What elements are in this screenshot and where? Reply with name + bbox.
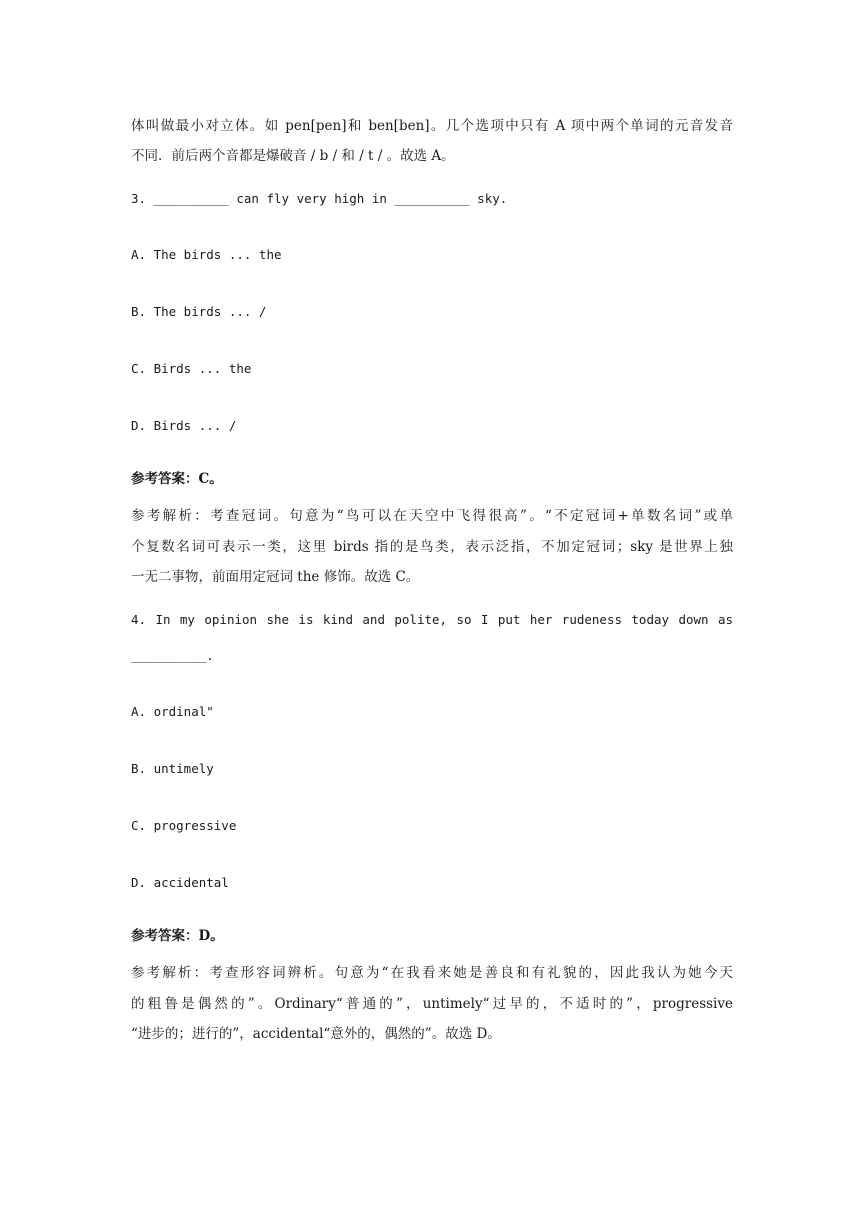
intro-line-2: 不同．前后两个音都是爆破音 / b / 和 / t / 。故选 A。 bbox=[131, 148, 455, 164]
q3-option-c: C. Birds ... the bbox=[131, 361, 252, 376]
q3-option-d: D. Birds ... / bbox=[131, 418, 237, 433]
q3-option-b: B. The birds ... / bbox=[131, 304, 267, 319]
q4-analysis-line-2: 的粗鲁是偶然的”。Ordinary“普通的”，untimely“过早的，不适时的”，progressive bbox=[131, 996, 733, 1012]
question-3-text: 3. __________ can fly very high in __________ sky. bbox=[131, 191, 508, 206]
question-4-text-line-2: __________. bbox=[131, 648, 214, 663]
q4-option-b: B. untimely bbox=[131, 761, 214, 776]
q4-option-c: C. progressive bbox=[131, 818, 237, 833]
question-4-text-line-1: 4. In my opinion she is kind and polite, so I put her rudeness today down as bbox=[131, 612, 733, 627]
q4-option-d: D. accidental bbox=[131, 875, 229, 890]
q3-analysis-line-3: 一无二事物，前面用定冠词 the 修饰。故选 C。 bbox=[131, 569, 420, 585]
q4-analysis-line-3: “进步的；进行的”，accidental“意外的，偶然的”。故选 D。 bbox=[131, 1026, 501, 1042]
q4-option-a: A. ordinal" bbox=[131, 704, 214, 719]
q3-answer: 参考答案：C。 bbox=[131, 471, 223, 487]
q3-analysis-line-2: 个复数名词可表示一类，这里 birds 指的是鸟类，表示泛指，不加定冠词；sky 是世界上独 bbox=[131, 539, 733, 555]
q3-analysis-line-1: 参考解析：考查冠词。句意为“鸟可以在天空中飞得很高”。“不定冠词+单数名词”或单 bbox=[131, 508, 733, 524]
intro-line-1: 体叫做最小对立体。如 pen[pen]和 ben[ben]。几个选项中只有 A 项中两个单词的元音发音 bbox=[131, 118, 733, 134]
q3-option-a: A. The birds ... the bbox=[131, 247, 282, 262]
q4-analysis-line-1: 参考解析：考查形容词辨析。句意为“在我看来她是善良和有礼貌的，因此我认为她今天 bbox=[131, 965, 733, 981]
q4-answer: 参考答案：D。 bbox=[131, 928, 224, 944]
